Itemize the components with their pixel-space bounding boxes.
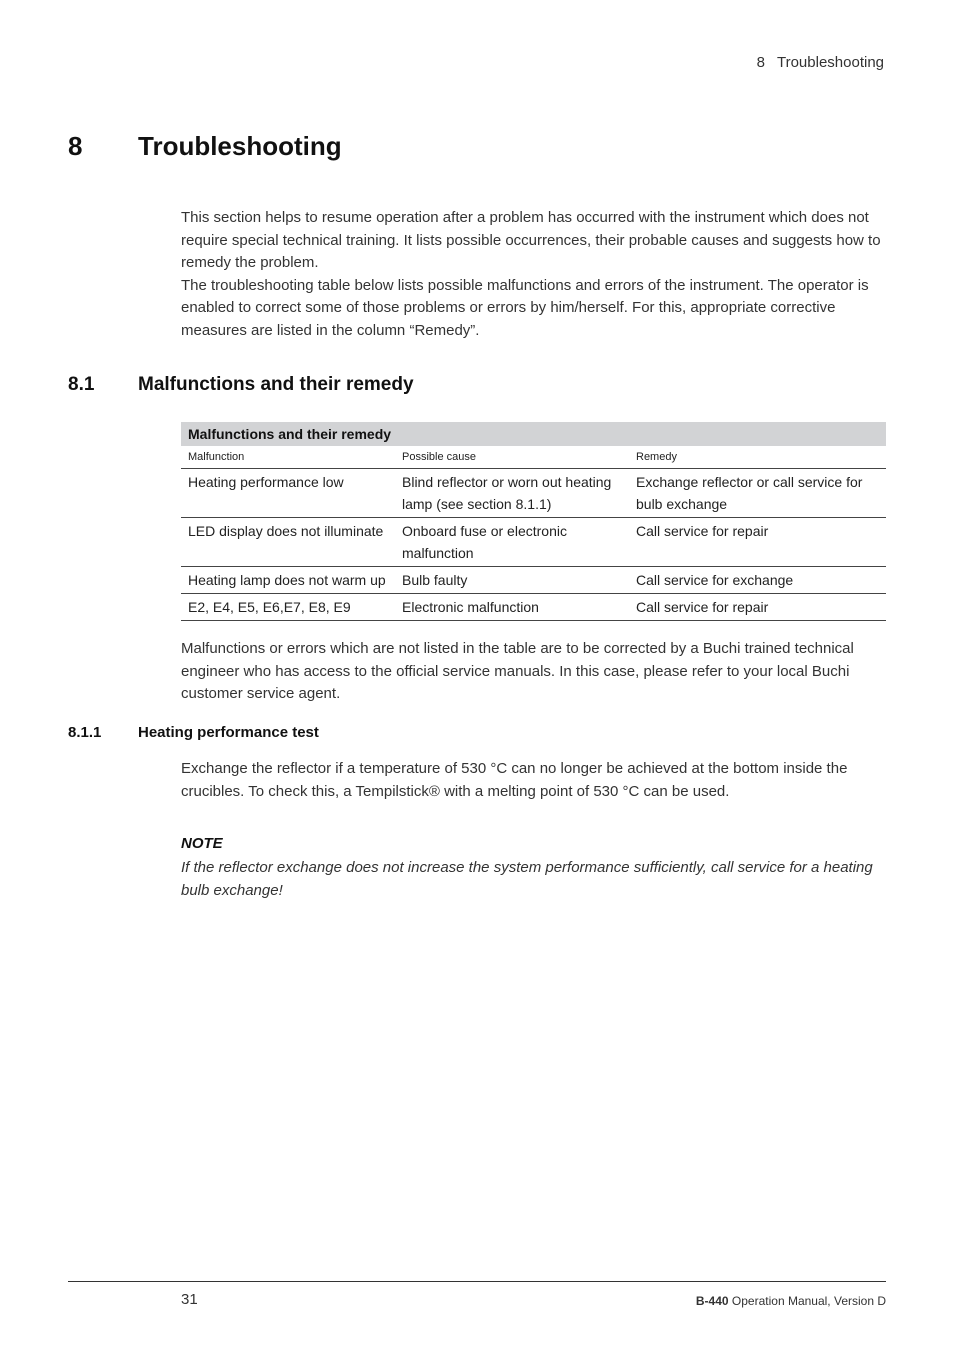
remedy-cell: Exchange reflector or call service for bulb exchange — [629, 469, 886, 518]
page-number: 31 — [181, 1291, 198, 1308]
section-number: 8.1 — [68, 374, 95, 395]
subsection-number: 8.1.1 — [68, 724, 102, 741]
remedy-cell: Call service for repair — [629, 518, 886, 567]
column-header-possible-cause: Possible cause — [395, 446, 629, 469]
cause-cell: Bulb faulty — [395, 567, 629, 594]
table-row — [181, 567, 886, 594]
footer-document-title — [696, 1294, 886, 1308]
intro-text — [181, 207, 886, 342]
table-row — [181, 469, 886, 518]
section-title — [68, 374, 414, 396]
note-text: If the reflector exchange does not increase the system performance sufficiently, call service for a heating bulb exchange! — [181, 859, 873, 899]
chapter-number: 8 — [68, 131, 83, 161]
intro-paragraph-2: The troubleshooting table below lists possible malfunctions and errors of the instrument. The operator is enabled to correct some of those problems or errors by him/herself. For this, appropriate corrective measures are listed in the column “Remedy”. — [181, 276, 869, 339]
malfunction-cell: LED display does not illuminate — [181, 518, 395, 567]
table-row — [181, 594, 886, 621]
running-header-chapter-number: 8 — [756, 54, 765, 71]
subsection-title — [68, 724, 319, 741]
intro-paragraph-1: This section helps to resume operation after a problem has occurred with the instrument which does not require special technical training. It lists possible occurrences, their probable causes and suggests how to remedy the problem. — [181, 209, 881, 271]
cause-cell: Onboard fuse or electronic malfunction — [395, 518, 629, 567]
note-heading: NOTE — [181, 835, 223, 852]
cause-cell: Electronic malfunction — [395, 594, 629, 621]
chapter-title — [68, 131, 342, 162]
table-caption-row — [181, 422, 886, 446]
subsection-title-text: Heating performance test — [138, 724, 319, 741]
table-header-row — [181, 446, 886, 469]
malfunctions-table — [181, 422, 886, 621]
footer-doc-text: Operation Manual, Version D — [728, 1294, 886, 1308]
unlisted-malfunctions-paragraph: Malfunctions or errors which are not listed in the table are to be corrected by a Buchi trained technical engineer who has access to the official service manuals. In this case, please refer to your local Buchi customer service agent. — [181, 640, 854, 702]
footer-model: B-440 — [695, 1294, 729, 1308]
section-title-text: Malfunctions and their remedy — [138, 374, 414, 395]
running-header — [757, 54, 884, 71]
table-caption: Malfunctions and their remedy — [181, 422, 886, 446]
heating-test-paragraph: Exchange the reflector if a temperature of 530 °C can no longer be achieved at the bottom inside the crucibles. To check this, a Tempilstick® with a melting point of 530 °C can be used. — [181, 760, 848, 800]
column-header-malfunction: Malfunction — [181, 446, 395, 469]
chapter-title-text: Troubleshooting — [138, 131, 342, 161]
remedy-cell: Call service for repair — [629, 594, 886, 621]
remedy-cell: Call service for exchange — [629, 567, 886, 594]
malfunction-cell: Heating performance low — [181, 469, 395, 518]
table-row — [181, 518, 886, 567]
cause-cell: Blind reflector or worn out heating lamp (see section 8.1.1) — [395, 469, 629, 518]
running-header-chapter-name: Troubleshooting — [776, 54, 884, 71]
malfunction-cell: Heating lamp does not warm up — [181, 567, 395, 594]
column-header-remedy: Remedy — [629, 446, 886, 469]
footer-divider — [68, 1281, 886, 1282]
malfunction-cell: E2, E4, E5, E6,E7, E8, E9 — [181, 594, 395, 621]
